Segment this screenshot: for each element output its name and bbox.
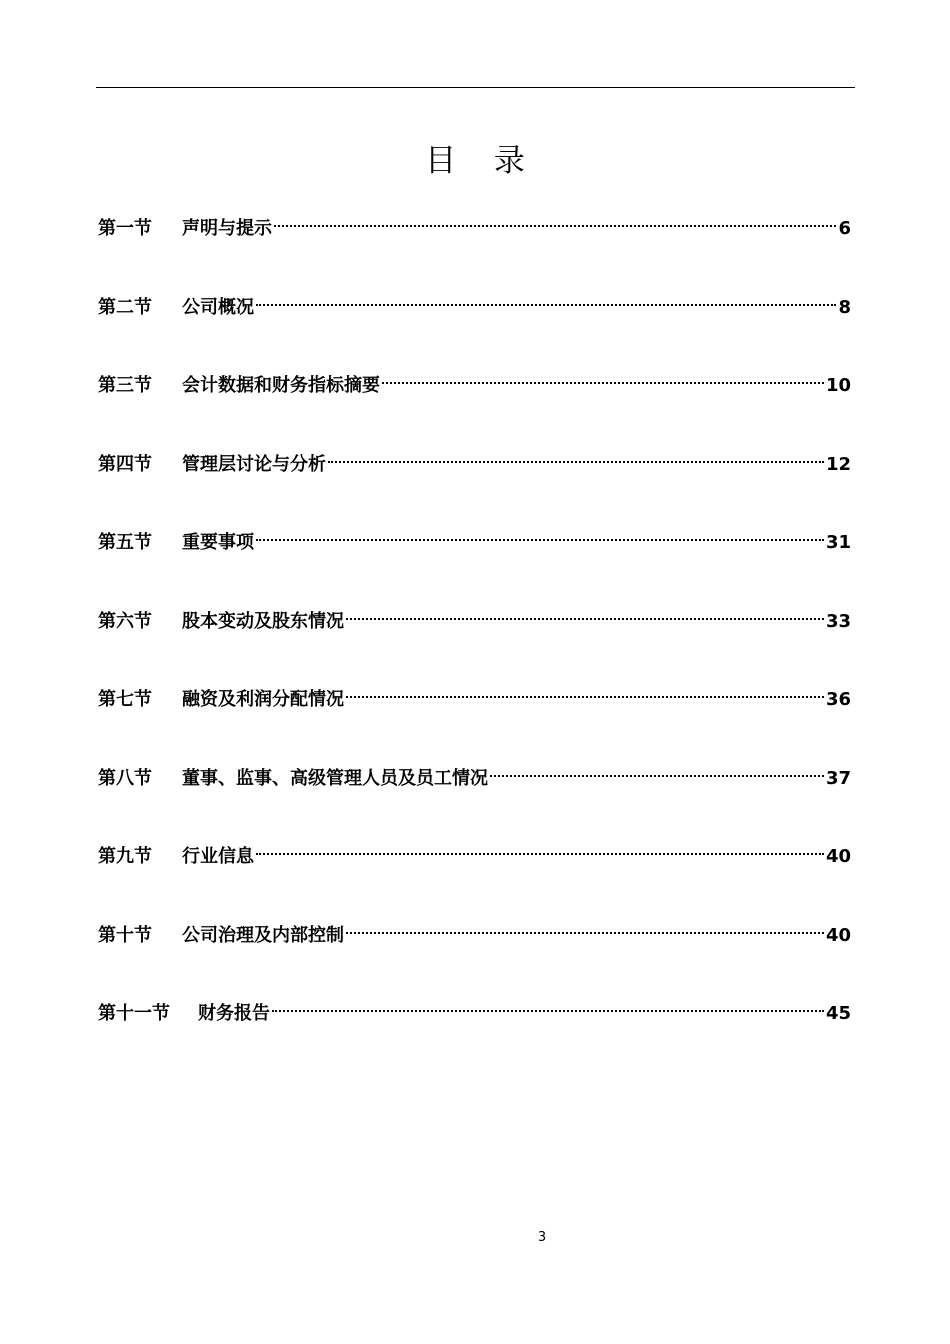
toc-section-number: 第九节 <box>98 846 152 867</box>
toc-section-number: 第四节 <box>98 453 152 475</box>
toc-page-number: 40 <box>825 924 851 946</box>
toc-page-number: 33 <box>825 610 851 632</box>
toc-entry[interactable] <box>98 518 851 597</box>
toc-entry[interactable] <box>98 597 851 676</box>
toc-section-number: 第三节 <box>98 375 152 396</box>
toc-dot-leader <box>256 518 824 548</box>
toc-section-number: 第一节 <box>98 218 152 239</box>
toc-section-title: 董事、监事、高级管理人员及员工情况 <box>182 767 488 789</box>
toc-entry[interactable] <box>98 675 851 754</box>
toc-entry[interactable] <box>98 283 851 362</box>
toc-dot-leader <box>346 911 824 941</box>
toc-section-title: 股本变动及股东情况 <box>182 610 344 632</box>
toc-dot-leader <box>346 597 824 627</box>
toc-entry[interactable] <box>98 989 851 1068</box>
toc-section-number: 第十一节 <box>98 1003 170 1024</box>
toc-dot-leader <box>490 754 824 784</box>
toc-dot-leader <box>256 283 836 313</box>
toc-section-title: 公司治理及内部控制 <box>182 924 344 946</box>
toc-section-number: 第八节 <box>98 767 152 789</box>
toc-page-number: 10 <box>825 375 851 396</box>
page-title: 目 录 <box>425 142 539 179</box>
toc-dot-leader <box>274 204 836 234</box>
toc-section-title: 管理层讨论与分析 <box>182 453 326 475</box>
toc-page-number: 31 <box>825 532 851 553</box>
header-rule <box>96 87 855 88</box>
toc-dot-leader <box>328 440 824 470</box>
toc-entry[interactable] <box>98 832 851 911</box>
toc-entry[interactable] <box>98 204 851 283</box>
table-of-contents <box>98 204 851 1068</box>
toc-section-title: 行业信息 <box>182 846 254 867</box>
toc-section-number: 第五节 <box>98 532 152 553</box>
toc-page-number: 6 <box>838 218 851 239</box>
toc-dot-leader <box>346 675 824 705</box>
toc-dot-leader <box>256 832 824 862</box>
toc-entry[interactable] <box>98 911 851 990</box>
toc-section-title: 公司概况 <box>182 296 254 318</box>
toc-page-number: 45 <box>825 1003 851 1024</box>
toc-page-number: 36 <box>825 689 851 710</box>
toc-dot-leader <box>272 989 824 1019</box>
toc-dot-leader <box>382 361 824 391</box>
toc-section-title: 会计数据和财务指标摘要 <box>182 375 380 396</box>
toc-section-title: 声明与提示 <box>182 218 272 239</box>
toc-entry[interactable] <box>98 754 851 833</box>
toc-page-number: 40 <box>825 846 851 867</box>
toc-page-number: 8 <box>838 296 851 318</box>
toc-section-number: 第十节 <box>98 924 152 946</box>
toc-section-title: 财务报告 <box>198 1003 270 1024</box>
toc-section-number: 第二节 <box>98 296 152 318</box>
page-number: 3 <box>537 1230 547 1245</box>
toc-section-title: 重要事项 <box>182 532 254 553</box>
toc-section-number: 第六节 <box>98 610 152 632</box>
toc-section-title: 融资及利润分配情况 <box>182 689 344 710</box>
toc-entry[interactable] <box>98 361 851 440</box>
toc-entry[interactable] <box>98 440 851 519</box>
toc-section-number: 第七节 <box>98 689 152 710</box>
toc-page-number: 12 <box>825 453 851 475</box>
toc-page-number: 37 <box>825 767 851 789</box>
